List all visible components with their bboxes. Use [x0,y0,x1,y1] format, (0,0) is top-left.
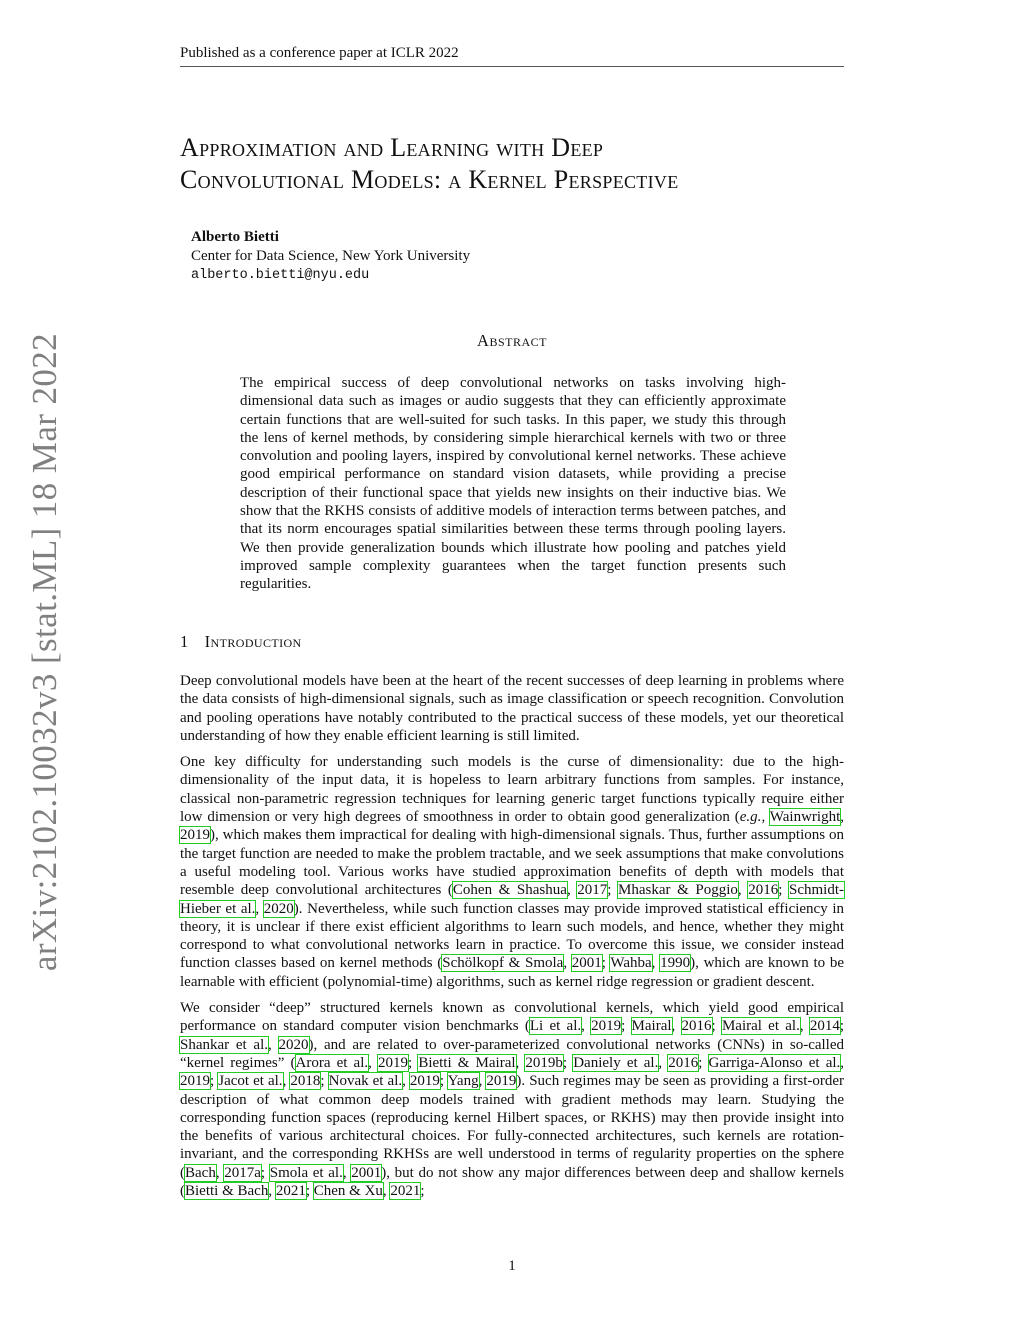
text: ; [260,1164,270,1181]
paragraph-2 [180,753,844,991]
text: ), but do not show any major differences between deep and shallow kernels ( [180,1164,844,1200]
citation-link[interactable]: 2001 [571,955,602,972]
author-name: Alberto Bietti [191,229,279,245]
citation-link[interactable]: 2017 [577,882,608,899]
text: , [368,1054,379,1071]
text: One key difficulty for understanding such models is the curse of dimensionality: due to the high-dimensionality of the input data, it is hopeless to learn arbitrary functions from samples. For instance, classical non-parametric regression techniques for learning generic target functions typically require either low dimension or very high degrees of smoothness in order to obtain good generalization ( [180,754,844,826]
citation-link[interactable]: Li et al. [529,1018,582,1035]
citation-link[interactable]: 2017a [224,1164,261,1181]
arxiv-identifier: arXiv:2102.10032v3 [stat.ML] 18 Mar 2022 [25,332,64,972]
text: , [478,1073,487,1090]
citation-link[interactable]: 2020 [263,900,294,917]
citation-link[interactable]: Bach [185,1164,216,1181]
section-heading [180,632,302,652]
citation-link[interactable]: Novak et al. [328,1073,403,1090]
paper-title [180,132,880,196]
section-number: 1 [180,632,189,651]
citation-link[interactable]: Schmidt-Hieber et al. [180,882,845,917]
text: ; [305,1183,314,1200]
citation-link[interactable]: 2016 [681,1018,712,1035]
text: , [268,1036,279,1053]
text: ). Nevertheless, while such function classes may provide improved statistical efficiency in theory, it is unclear if there exist efficient algorithms to learn such models, and hence, whether they might correspond to what convolutional networks learn in practice. To overcome this issue, we consider instead function classes based on kernel methods ( [180,900,844,972]
citation-link[interactable]: 2020 [278,1036,309,1053]
citation-link[interactable]: Bietti & Bach [185,1183,269,1200]
text: ; [621,1018,632,1035]
text: ), which makes them impractical for dealing with high-dimensional signals. Thus, further assumptions on the target function are needed to make the problem tractable, and we seek assumptions that make convolutions a useful modeling tool. Various works have studied approximation benefits of depth with models that resemble deep convolutional architectures ( [180,827,844,899]
text: , [799,1018,810,1035]
text: ; [711,1018,722,1035]
text: We consider “deep” structured kernels known as convolutional kernels, which yield good empirical performance on standard computer vision benchmarks ( [180,1000,844,1035]
citation-link[interactable]: Daniely et al. [573,1054,659,1071]
citation-link[interactable]: Smola et al. [269,1164,343,1181]
text: , [566,882,578,899]
text: , [658,1054,669,1071]
text: , [382,1183,391,1200]
paragraph-1: Deep convolutional models have been at the heart of the recent successes of deep learning in problems where the data consists of high-dimensional signals, such as image classification or speech recognition. Convolution and pooling operations have notably contributed to the practical success of these models, yet our theoretical understanding of how they enable efficient learning is still limited. [180,673,844,744]
text: ), and are related to over-parameterized convolutional networks (CNNs) in so-called “kernel regimes” ( [180,1036,844,1071]
citation-link[interactable]: 2018 [290,1073,321,1090]
text: , [215,1164,225,1181]
citation-link[interactable]: Wahba [610,955,652,972]
text: , [268,1183,276,1200]
text: , [581,1018,592,1035]
citation-link[interactable]: 2001 [351,1164,382,1181]
citation-link[interactable]: 2019 [409,1073,440,1090]
citation-link[interactable]: 2019 [591,1018,622,1035]
page-number: 1 [508,1258,516,1274]
text: ; [778,882,790,899]
text: ; [439,1073,448,1090]
author-affiliation: Center for Data Science, New York University [191,248,471,264]
text: , [840,809,844,826]
citation-link[interactable]: 2021 [275,1183,306,1200]
paragraph-3 [180,999,844,1200]
text: ; [562,1054,574,1071]
citation-link[interactable]: 2016 [668,1054,699,1071]
citation-link[interactable]: Cohen & Shashua [452,882,567,899]
abstract-heading: Abstract [477,331,547,350]
citation-link[interactable]: Mairal et al. [721,1018,800,1035]
citation-link[interactable]: 2019 [378,1054,409,1071]
text: ; [210,1073,219,1090]
citation-link[interactable]: Arora et al. [295,1054,369,1071]
citation-link[interactable]: 2019b [525,1054,563,1071]
text: , [737,882,749,899]
citation-link[interactable]: Mairal [631,1018,672,1035]
text: , [671,1018,682,1035]
text: e.g. [739,809,762,826]
text: ; [408,1054,419,1071]
citation-link[interactable]: Wainwright [769,809,841,826]
author-block [191,228,470,285]
text: ), which are known to be learnable with efficient (polynomial-time) algorithms, such as kernel ridge regression or gradient descent. [180,955,844,990]
text: , [282,1073,291,1090]
citation-link[interactable]: 1990 [660,955,691,972]
citation-link[interactable]: Yang [447,1073,479,1090]
citation-link[interactable]: 2019 [486,1073,517,1090]
author-email[interactable]: alberto.bietti@nyu.edu [191,268,370,283]
title-line-1: Approximation and Learning with Deep [180,133,604,162]
text: , [840,1054,845,1071]
citation-link[interactable]: Bietti & Mairal [418,1054,516,1071]
citation-link[interactable]: 2019 [180,827,210,844]
section-body [180,672,844,1208]
text: ; [839,1018,845,1035]
text: ; [607,882,619,899]
citation-link[interactable]: 2019 [180,1073,210,1090]
text: ; [698,1054,709,1071]
section-title: Introduction [204,632,302,651]
running-header: Published as a conference paper at ICLR 2022 [180,44,844,67]
text: , [563,955,572,972]
citation-link[interactable]: Chen & Xu [313,1183,383,1200]
citation-link[interactable]: Garriga-Alonso et al. [708,1054,841,1071]
text: , [651,955,661,972]
abstract-text: The empirical success of deep convolutional networks on tasks involving high-dimensional data such as images or audio suggests that they can efficiently approximate certain functions that are well-suited for such tasks. In this paper, we study this through the lens of kernel methods, by considering simple hierarchical kernels with two or three convolution and pooling layers, inspired by convolutional kernel networks. These achieve good empirical performance on standard vision datasets, while providing a precise description of their functional space that yields new insights on their inductive bias. We show that the RKHS consists of additive models of interaction terms between patches, and that its norm encourages spatial similarities between these terms through pooling layers. We then provide generalization bounds which illustrate how pooling and patches yield improved sample complexity guarantees when the target function presents such regularities. [240,375,786,593]
text: ; [420,1183,425,1200]
text: ; [320,1073,329,1090]
text: , [402,1073,410,1090]
citation-link[interactable]: 2014 [809,1018,840,1035]
text: , [761,809,770,826]
citation-link[interactable]: Shankar et al. [180,1036,269,1053]
text: ; [601,955,611,972]
citation-link[interactable]: Schölkopf & Smola [442,955,564,972]
text: , [342,1164,352,1181]
text: , [255,900,264,917]
title-line-2: Convolutional Models: a Kernel Perspective [180,165,679,194]
citation-link[interactable]: Mhaskar & Poggio [618,882,738,899]
citation-link[interactable]: 2021 [390,1183,421,1200]
citation-link[interactable]: 2016 [748,882,779,899]
citation-link[interactable]: Jacot et al. [218,1073,283,1090]
text: , [515,1054,526,1071]
text: ). Such regimes may be seen as providing a first-order description of what common deep models trained with gradient methods may learn. Studying the corresponding function spaces (reproducing kernel Hilbert spaces, or RKHS) may then provide insight into the benefits of various architectural choices. For fully-connected architectures, such kernels are rotation-invariant, and the corresponding RKHSs are well understood in terms of regularity properties on the sphere ( [180,1073,845,1181]
